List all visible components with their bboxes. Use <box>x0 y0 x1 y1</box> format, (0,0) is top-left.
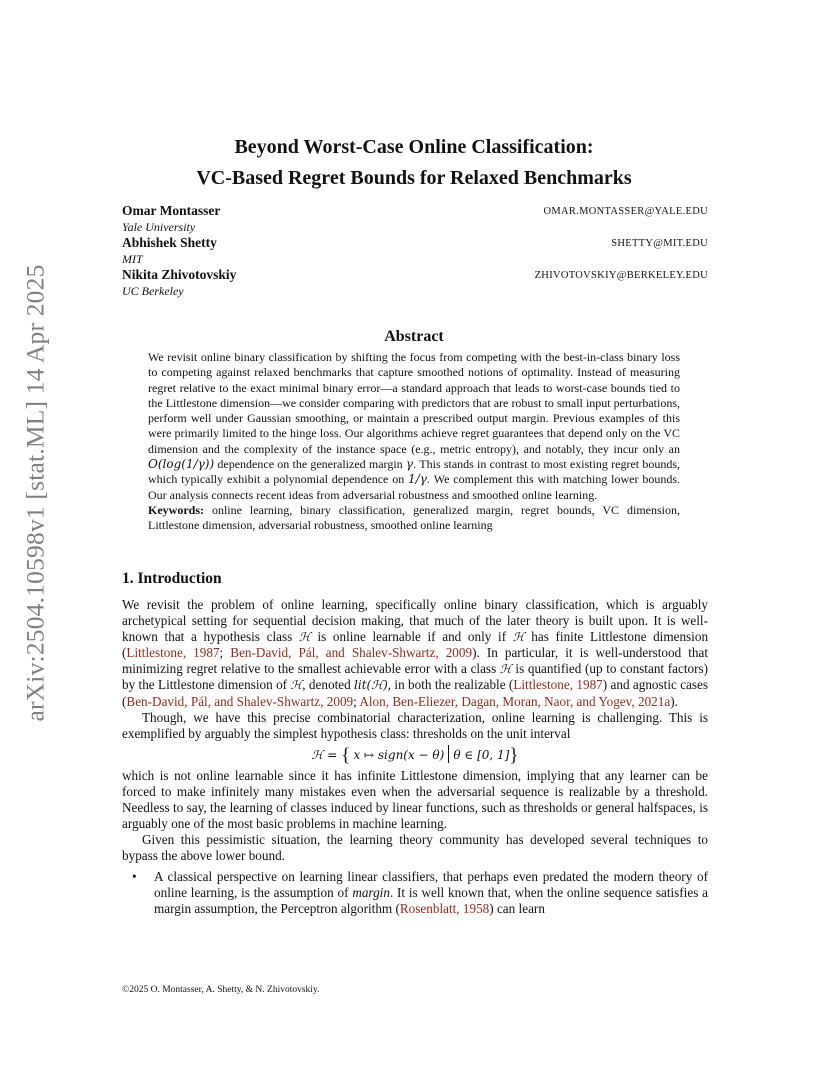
paragraph: Given this pessimistic situation, the learning theory community has developed several techniques to bypass the above lower bound. <box>122 832 708 864</box>
copyright-footer: ©2025 O. Montasser, A. Shetty, & N. Zhivotovskiy. <box>122 985 320 995</box>
section-heading: 1. Introduction <box>122 570 222 587</box>
arxiv-identifier <box>22 240 50 745</box>
author-email[interactable]: ZHIVOTOVSKIY@BERKELEY.EDU <box>534 270 708 281</box>
keywords-text: online learning, binary classification, generalized margin, regret bounds, VC dimension, Littlestone dimension, adversarial robustness, smoothed online learning <box>148 502 681 533</box>
math-expression: γ <box>405 457 414 472</box>
abstract-text: . We complement this with matching lower bounds. Our analysis connects recent ideas from adversarial robustness and smoothed online learning. <box>148 472 681 502</box>
abstract-paragraph <box>148 350 680 503</box>
math-symbol: ℋ <box>290 678 303 693</box>
math-symbol: ℋ <box>298 630 311 645</box>
math-symbol: ℋ <box>499 662 512 677</box>
keywords-label: Keywords: <box>148 502 204 517</box>
citation-link[interactable]: Littlestone, 1987 <box>126 645 220 661</box>
abstract-text: We revisit online binary classification by shifting the focus from competing with the best-in-class binary loss to competing against relaxed benchmarks that capture smoothed notions of optimality. Instead of measuring regret relative to the exact minimal binary error—a standard approach that leads to worst-case bounds tied to the Littlestone dimension—we consider comparing with predictors that are robust to small input perturbations, perform well under Gaussian smoothing, or maintain a prescribed output margin. Previous examples of this were primarily limited to the hinge loss. Our algorithms achieve regret guarantees that depend only on the VC dimension and the complexity of the instance space (e.g., metric entropy), and notably, they incur only an <box>148 350 680 456</box>
math-expression: θ ∈ [0, 1] <box>453 747 510 762</box>
math-expression: ℋ = <box>311 747 342 762</box>
text: ). In particular, it is well-understood that minimizing regret relative to the smallest achievable error with a class <box>122 645 708 677</box>
text: A classical perspective on learning linear classifiers, that perhaps even predated the modern theory of online learning, is the assumption of <box>154 868 708 900</box>
author-affiliation: UC Berkeley <box>122 284 184 298</box>
text: ) can learn <box>489 900 545 916</box>
citation-link[interactable]: Ben-David, Pál, and Shalev-Shwartz, 2009 <box>230 645 473 661</box>
text: is online learnable if and only if <box>317 629 507 645</box>
text: . It is well known that, when the online sequence satisfies a margin assumption, the Perceptron algorithm ( <box>154 884 708 916</box>
author-name: Omar Montasser <box>122 203 221 218</box>
text: We revisit the problem of online learning, specifically online binary classification, which is arguably archetypical setting for sequential decision making, that much of the later theory is built upon. It is well-known that a hypothesis class <box>122 597 708 645</box>
author-email[interactable]: SHETTY@MIT.EDU <box>611 238 708 249</box>
arxiv-identifier-text: arXiv:2504.10598v1 [stat.ML] 14 Apr 2025 <box>21 263 51 722</box>
author-affiliation: Yale University <box>122 220 196 234</box>
bullet-icon: • <box>132 868 137 884</box>
author-email[interactable]: OMAR.MONTASSER@YALE.EDU <box>543 206 708 217</box>
citation-link[interactable]: Alon, Ben-Eliezer, Dagan, Moran, Naor, and Yogev, 2021a <box>359 693 671 709</box>
abstract-heading: Abstract <box>384 328 444 345</box>
author-name: Abhishek Shetty <box>122 235 217 250</box>
paper-title <box>0 132 828 194</box>
title-line-1: Beyond Worst-Case Online Classification: <box>234 136 594 158</box>
text: ) and agnostic cases ( <box>122 677 709 709</box>
citation-link[interactable]: Rosenblatt, 1958 <box>399 900 490 916</box>
text: , denoted <box>302 677 351 693</box>
emphasis: margin <box>352 884 390 900</box>
author-name: Nikita Zhivotovskiy <box>122 267 237 282</box>
citation-link[interactable]: Littlestone, 1987 <box>513 677 603 693</box>
math-expression: O(log(1/γ)) <box>148 457 215 472</box>
author-affiliation: MIT <box>122 252 143 266</box>
text: ). <box>670 693 678 709</box>
section-body <box>122 597 708 917</box>
text: is quantified (up to constant factors) by the Littlestone dimension of <box>122 661 709 693</box>
math-expression: lit(ℋ) <box>354 678 388 693</box>
text: , in both the realizable ( <box>387 677 514 693</box>
paragraph: Though, we have this precise combinatorial characterization, online learning is challenging. This is exemplified by arguably the simplest hypothesis class: thresholds on the unit interval <box>122 709 708 741</box>
paragraph: which is not online learnable since it has infinite Littlestone dimension, implying that any learner can be forced to make infinitely many mistakes even when the adversarial sequence is realizable by a threshold. Needless to say, the learning of classes induced by linear functions, such as thresholds or general halfspaces, is arguably one of the most basic problems in machine learning. <box>122 767 708 832</box>
abstract-text: dependence on the generalized margin <box>217 457 403 472</box>
math-expression: 1/γ <box>408 472 427 487</box>
title-line-2: VC-Based Regret Bounds for Relaxed Benchmarks <box>196 167 632 189</box>
keywords <box>148 503 680 534</box>
equation: ℋ = { x ↦ sign(x − θ) θ ∈ [0, 1]} <box>311 744 519 766</box>
paragraph: We revisit the problem of online learning, specifically online binary classification, which is arguably archetypical setting for sequential decision making, that much of the later theory is built upon. It is well-known that a hypothesis class ℋ is online learnable if and only if ℋ has finite Littlestone dimension (Littlestone, 1987; Ben-David, Pál, and Shalev-Shwartz, 2009). In particular, it is well-understood that minimizing regret relative to the smallest achievable error with a class ℋ is quantified (up to constant factors) by the Littlestone dimension of ℋ, denoted lit(ℋ), in both the realizable (Littlestone, 1987) and agnostic cases (Ben-David, Pál, and Shalev-Shwartz, 2009; Alon, Ben-Eliezer, Dagan, Moran, Naor, and Yogev, 2021a). <box>122 597 709 709</box>
list-item <box>122 869 708 917</box>
abstract-body <box>148 350 680 534</box>
math-symbol: ℋ <box>512 630 525 645</box>
citation-link[interactable]: Ben-David, Pál, and Shalev-Shwartz, 2009 <box>126 693 354 709</box>
math-expression: x ↦ sign(x − θ) <box>353 747 445 762</box>
text: has finite Littlestone dimension ( <box>122 629 709 661</box>
abstract-text: . This stands in contrast to most existing regret bounds, which typically exhibit a polynomial dependence on <box>148 457 681 487</box>
